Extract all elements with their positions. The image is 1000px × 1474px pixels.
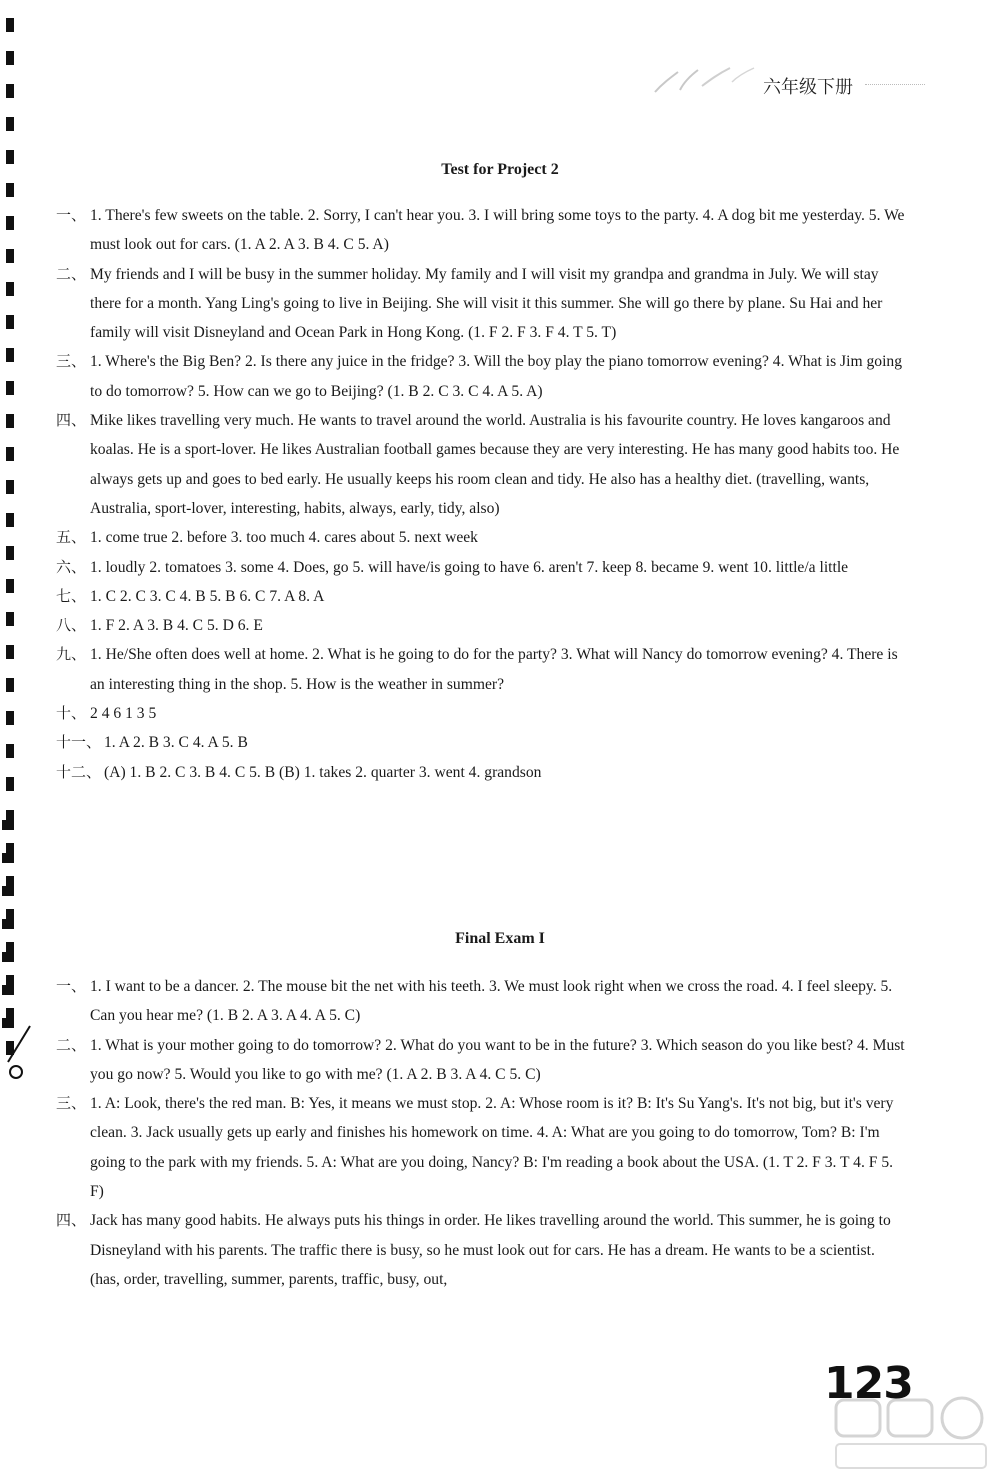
- brand-logo-icon: [650, 62, 760, 102]
- answer-item: [56, 699, 906, 728]
- item-number: 四、: [56, 411, 87, 430]
- item-text: Mike likes travelling very much. He wants to travel around the world. Australia is his favourite country. He loves kangaroos and koalas. He is a sport-lover. He likes Australian football games because they are very interesting. He has many good habits too. He always gets up and goes to bed early. He usually keeps his room clean and tidy. He also has a healthy diet. (travelling, wants, Australia, sport-lover, interesting, habits, always, early, tidy, also): [90, 412, 900, 517]
- answer-item: [56, 728, 906, 757]
- item-text: 1. loudly 2. tomatoes 3. some 4. Does, go 5. will have/is going to have 6. aren't 7. keep 8. became 9. went 10. little/a little: [90, 558, 849, 576]
- page-header: [640, 68, 940, 108]
- item-text: 1. He/She often does well at home. 2. What is he going to do for the party? 3. What will Nancy do tomorrow evening? 4. There is an interesting thing in the shop. 5. How is the weather in summer?: [90, 646, 898, 693]
- item-text: 1. C 2. C 3. C 4. B 5. B 6. C 7. A 8. A: [90, 587, 325, 605]
- answer-item: [56, 1089, 906, 1206]
- watermark-logo-icon: [832, 1392, 992, 1474]
- answer-item: [56, 523, 906, 552]
- item-text: 1. I want to be a dancer. 2. The mouse bit the net with his teeth. 3. We must look right when we cross the road. 4. I feel sleepy. 5. Can you hear me? (1. B 2. A 3. A 4. A 5. C): [90, 978, 893, 1025]
- item-number: 八、: [56, 616, 87, 635]
- answer-list-final-exam-1: [56, 972, 906, 1294]
- answer-item: [56, 1206, 906, 1294]
- answer-item: [56, 1031, 906, 1090]
- section-title-test-project-2: Test for Project 2: [441, 161, 559, 178]
- item-text: My friends and I will be busy in the summer holiday. My family and I will visit my grandpa and grandma in July. We will stay there for a month. Yang Ling's going to live in Beijing. She will visit it this summer. She will go there by plane. Su Hai and her family will visit Disneyland and Ocean Park in Hong Kong. (1. F 2. F 3. F 4. T 5. T): [90, 265, 883, 342]
- item-number: 十一、: [56, 733, 102, 752]
- item-text: 1. What is your mother going to do tomorrow? 2. What do you want to be in the future? 3. Which season do you like best? 4. Must you go now? 5. Would you like to go with me? (1. A 2. B 3. A 4. C 5. C): [90, 1036, 905, 1083]
- answer-item: [56, 406, 906, 523]
- item-number: 五、: [56, 528, 87, 547]
- cut-line-icon: [4, 1022, 34, 1082]
- item-text: 2 4 6 1 3 5: [90, 705, 157, 723]
- item-text: 1. A: Look, there's the red man. B: Yes, it means we must stop. 2. A: Whose room is it? B: It's Su Yang's. It's not big, but it's very clean. 3. Jack usually gets up early and finishes his homework on time. 4. A: What are you going to do tomorrow, Tom? B: I'm going to the park with my friends. 5. A: What are you doing, Nancy? B: I'm reading a book about the USA. (1. T 2. F 3. T 4. F 5. F): [90, 1095, 894, 1201]
- answer-item: [56, 758, 906, 787]
- answer-item: [56, 347, 906, 406]
- item-number: 七、: [56, 586, 87, 605]
- item-number: 一、: [56, 206, 87, 224]
- item-number: 十、: [56, 704, 87, 723]
- answer-item: [56, 553, 906, 582]
- header-rule: [865, 84, 925, 85]
- page-number: 123: [824, 1358, 913, 1409]
- grade-label: 六年级下册: [763, 77, 853, 98]
- answer-item: [56, 640, 906, 699]
- item-number: 九、: [56, 645, 87, 664]
- item-number: 二、: [56, 1035, 87, 1054]
- item-text: 1. F 2. A 3. B 4. C 5. D 6. E: [90, 617, 263, 635]
- item-text: Jack has many good habits. He always puts his things in order. He likes travelling around the world. This summer, he is going to Disneyland with his parents. The traffic there is busy, so he must look out for cars. He has a dream. He wants to be a scientist. (has, order, travelling, summer, parents, traffic, busy, out,: [90, 1212, 891, 1288]
- item-number: 十二、: [56, 762, 102, 781]
- section-title-final-exam-1: Final Exam I: [455, 930, 545, 947]
- item-number: 三、: [56, 1094, 87, 1113]
- item-text: 1. A 2. B 3. C 4. A 5. B: [104, 734, 248, 752]
- item-text: 1. There's few sweets on the table. 2. Sorry, I can't hear you. 3. I will bring some toys to the party. 4. A dog bit me yesterday. 5. We must look out for cars. (1. A 2. A 3. B 4. C 5. A): [90, 207, 905, 254]
- answer-item: [56, 972, 906, 1031]
- answer-list-test-project-2: [56, 201, 906, 787]
- item-number: 四、: [56, 1211, 87, 1230]
- item-number: 三、: [56, 352, 87, 371]
- answer-item: [56, 611, 906, 640]
- answer-item: [56, 201, 906, 260]
- item-number: 二、: [56, 264, 87, 283]
- item-text: (A) 1. B 2. C 3. B 4. C 5. B (B) 1. takes 2. quarter 3. went 4. grandson: [104, 763, 542, 781]
- item-number: 六、: [56, 557, 87, 576]
- answer-item: [56, 260, 906, 348]
- item-text: 1. Where's the Big Ben? 2. Is there any juice in the fridge? 3. Will the boy play the piano tomorrow evening? 4. What is Jim going to do tomorrow? 5. How can we go to Beijing? (1. B 2. C 3. C 4. A 5. A): [90, 353, 903, 400]
- item-text: 1. come true 2. before 3. too much 4. cares about 5. next week: [90, 529, 478, 547]
- item-number: 一、: [56, 977, 87, 995]
- answer-item: [56, 582, 906, 611]
